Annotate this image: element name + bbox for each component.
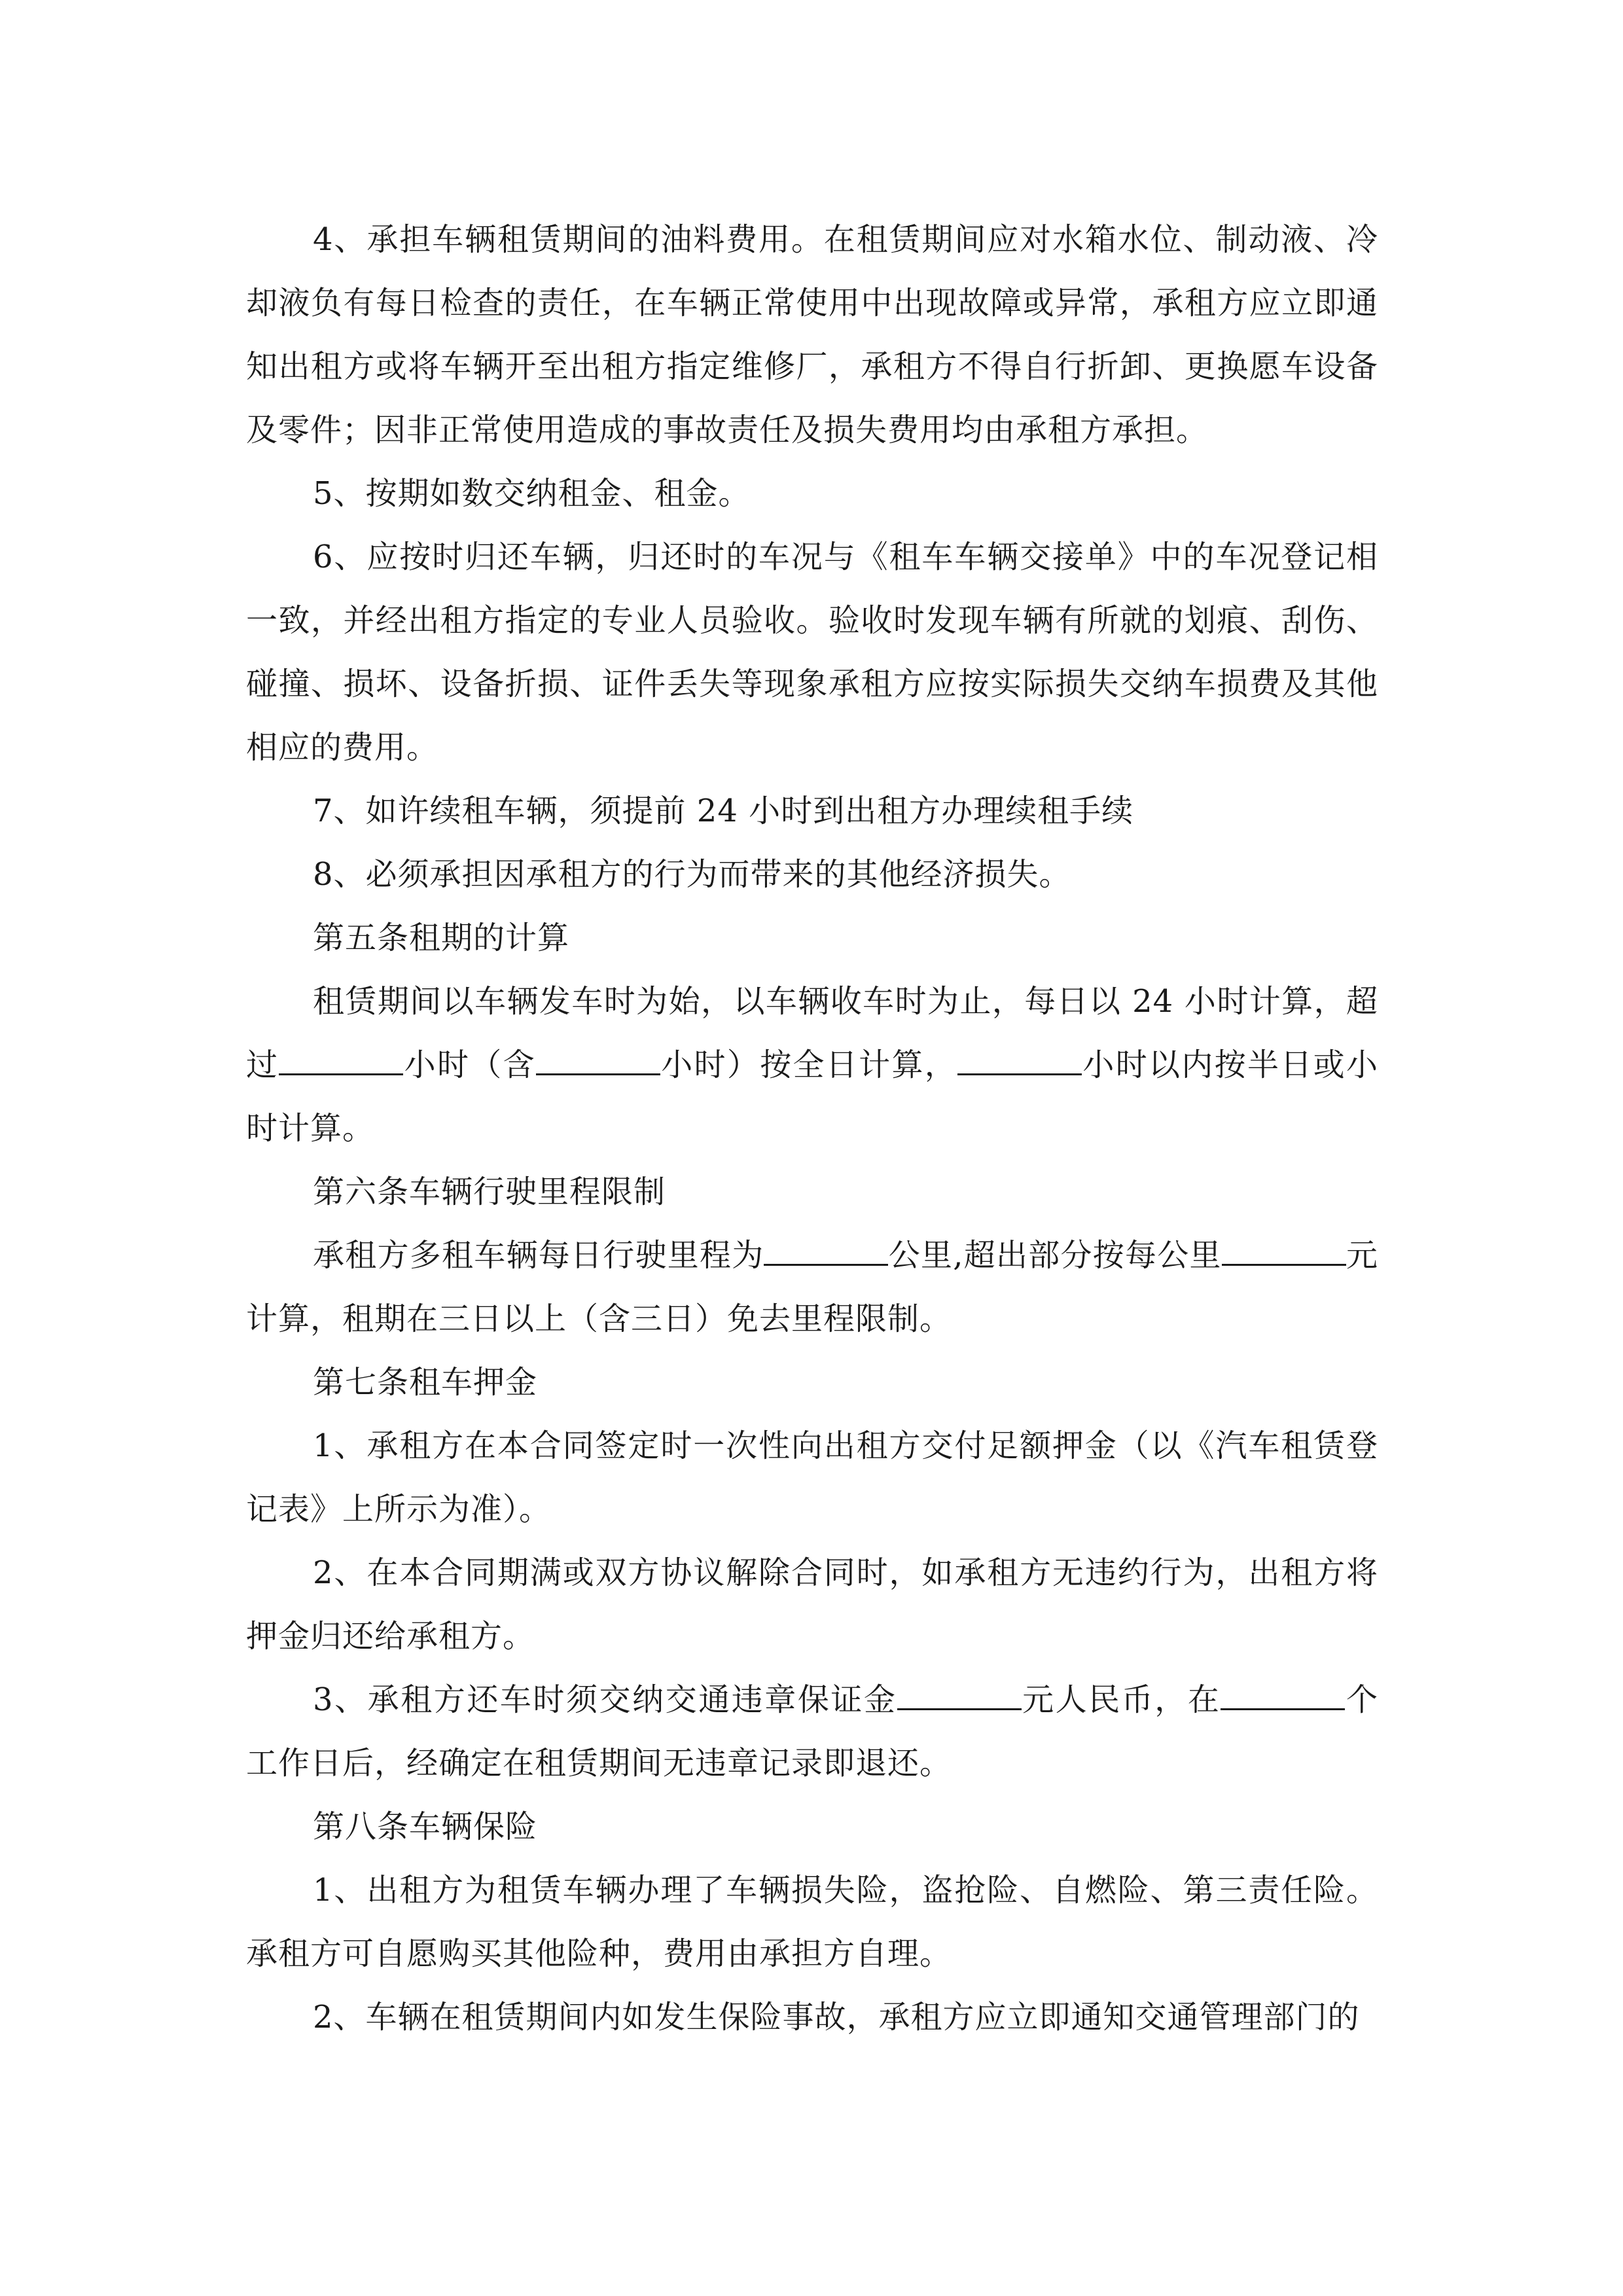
blank-deposit-amount: [897, 1682, 1022, 1710]
article-6-body: [246, 1224, 1378, 1351]
article-7-item-3: [246, 1668, 1378, 1795]
blank-hours-included: [536, 1047, 660, 1075]
article-5-body: [246, 970, 1378, 1160]
article-7-heading: 第七条租车押金: [313, 1364, 538, 1401]
article-8-heading: 第八条车辆保险: [313, 1808, 538, 1845]
blank-price-per-km: [1222, 1238, 1346, 1266]
article-7-item-1: 1、承租方在本合同签定时一次性向出租方交付足额押金（以《汽车租赁登记表》上所示为准）。: [246, 1427, 1378, 1528]
blank-daily-km: [764, 1238, 888, 1266]
article-7-item-3-text-3: 个工作日后，经确定在租赁期间无违章记录即退还。: [246, 1681, 1378, 1782]
blank-hours-full-day: [279, 1047, 403, 1075]
article-5-text-2: 小时（含: [403, 1047, 536, 1083]
article-6-text-2: 公里,超出部分按每公里: [888, 1237, 1222, 1274]
article-5-text-3: 小时）按全日计算，: [660, 1047, 958, 1083]
article-6-heading: 第六条车辆行驶里程限制: [313, 1174, 666, 1210]
article-8-item-2: 2、车辆在租赁期间内如发生保险事故，承租方应立即通知交通管理部门的: [313, 1999, 1360, 2036]
blank-hours-half-day: [957, 1047, 1082, 1075]
article-5-heading: 第五条租期的计算: [313, 920, 570, 956]
article-7-item-2: 2、在本合同期满或双方协议解除合同时，如承租方无违约行为，出租方将押金归还给承租方。: [246, 1554, 1378, 1655]
article-7-item-3-text-2: 元人民币，在: [1021, 1681, 1221, 1718]
clause-6: 6、应按时归还车辆，归还时的车况与《租车车辆交接单》中的车况登记相一致，并经出租方指定的专业人员验收。验收时发现车辆有所就的划痕、刮伤、碰撞、损坏、设备折损、证件丢失等现象承租方应按实际损失交纳车损费及其他相应的费用。: [246, 539, 1378, 766]
document-page: [246, 208, 1378, 2049]
article-6-text-1: 承租方多租车辆每日行驶里程为: [313, 1237, 764, 1274]
blank-working-days: [1221, 1682, 1345, 1710]
clause-5: 5、按期如数交纳租金、租金。: [313, 475, 751, 512]
clause-7: 7、如许续租车辆，须提前 24 小时到出租方办理续租手续: [313, 793, 1134, 829]
clause-4: 4、承担车辆租赁期间的油料费用。在租赁期间应对水箱水位、制动液、冷却液负有每日检查的责任，在车辆正常使用中出现故障或异常，承租方应立即通知出租方或将车辆开至出租方指定维修厂，承租方不得自行折卸、更换愿车设备及零件；因非正常使用造成的事故责任及损失费用均由承租方承担。: [246, 221, 1378, 448]
article-5-text-1: 租赁期间以车辆发车时为始，以车辆收车时为止，每日以 24 小时计算，超过: [246, 983, 1378, 1083]
article-6-text-3: 元计算，租期在三日以上（含三日）免去里程限制。: [246, 1237, 1378, 1337]
clause-8: 8、必须承担因承租方的行为而带来的其他经济损失。: [313, 856, 1071, 893]
article-8-item-1: 1、出租方为租赁车辆办理了车辆损失险，盗抢险、自燃险、第三责任险。承租方可自愿购买其他险种，费用由承担方自理。: [246, 1872, 1378, 1972]
article-7-item-3-text-1: 3、承租方还车时须交纳交通违章保证金: [313, 1681, 897, 1718]
article-5-text-4: 小时以内按半日或小时计算。: [246, 1047, 1378, 1147]
